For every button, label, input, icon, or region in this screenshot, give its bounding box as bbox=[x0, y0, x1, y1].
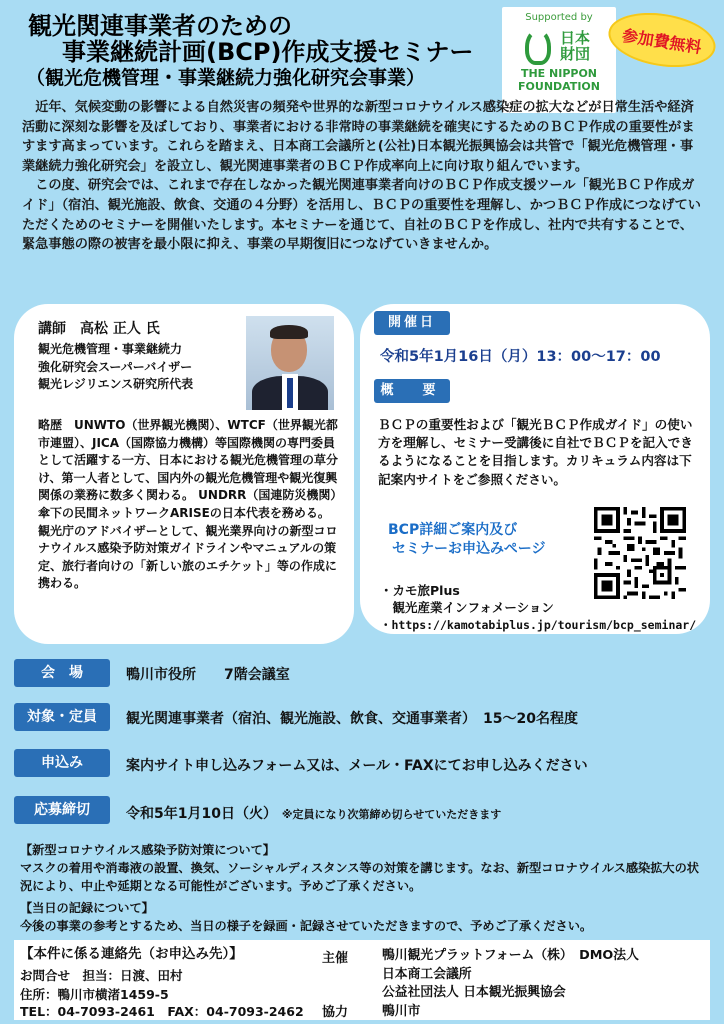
target-label: 対象・定員 bbox=[14, 703, 110, 731]
deadline-label: 応募締切 bbox=[14, 796, 110, 824]
venue-label: 会 場 bbox=[14, 659, 110, 687]
record-text: 今後の事業の参考とするため、当日の様子を録画・記録させていただきますので、予めご了承ください。 bbox=[20, 919, 593, 933]
organizers bbox=[382, 947, 639, 1021]
site-url-link[interactable]: ・https://kamotabiplus.jp/tourism/bcp_seminar/ bbox=[380, 618, 697, 632]
contact-heading: 【本件に係る連絡先（お申込み先）】 bbox=[20, 946, 243, 962]
free-badge-text: 参加費無料 bbox=[620, 25, 703, 57]
date-label: 開催日 bbox=[374, 311, 450, 335]
lecturer-position bbox=[38, 341, 193, 394]
lecturer-position-2: 強化研究会スーパーバイザー bbox=[38, 359, 193, 374]
intro-paragraph-1: 近年、気候変動の影響による自然災害の頻発や世界的な新型コロナウイルス感染症の拡大などが日常生活や経済活動に深刻な影響を及ぼしており、事業者における非常時の事業継続を確実にするためのＢＣＰ作成の重要性がますます高まっています。これらを踏まえ、日本商工会議所と(公社)日本観光振興協会は共管で「観光危機管理・事業継続力強化研究会」を設立し、観光関連事業者のＢＣＰ作成率向上に向け取り組んでいます。 bbox=[22, 100, 695, 174]
host-2: 日本商工会議所 bbox=[382, 966, 472, 982]
date-value: 令和5年1月16日（月）13：00～17：00 bbox=[380, 349, 661, 365]
foundation-name-line-2: FOUNDATION bbox=[518, 79, 600, 93]
intro-paragraph-2: この度、研究会では、これまで存在しなかった観光関連事業者向けのＢＣＰ作成支援ツール「観光ＢＣＰ作成ガイド」（宿泊、観光施設、飲食、交通の４分野）を活用し、ＢＣＰの重要性を理解し、かつＢＣＰ作成につなげていただくためのセミナーを開催いたします。本セミナーを通じて、自社のＢＣＰを作成し、社内で共有することで、緊急事態の際の被害を最小限に抑え、事業の早期復旧につなげていきませんか。 bbox=[22, 178, 701, 253]
bcp-details-link-line-1: BCP詳細ご案内及び bbox=[388, 522, 518, 538]
contact-person: お問合せ 担当：日渡、田村 bbox=[20, 968, 183, 983]
site-name-2: 観光産業インフォメーション bbox=[380, 600, 554, 615]
bcp-details-link-line-2: セミナーお申込みページ bbox=[392, 541, 546, 557]
qr-code[interactable] bbox=[594, 507, 686, 599]
lecturer-bio bbox=[38, 417, 344, 593]
lecturer-photo bbox=[246, 316, 334, 410]
free-badge bbox=[605, 6, 720, 74]
foundation-mark bbox=[502, 26, 616, 68]
covid-title: 【新型コロナウイルス感染予防対策について】 bbox=[20, 843, 275, 857]
contact-info bbox=[20, 944, 304, 1020]
smile-icon bbox=[525, 29, 551, 65]
deadline-value: 令和5年1月10日（火） bbox=[126, 806, 277, 822]
host-3: 公益社団法人 日本観光振興協会 bbox=[382, 985, 566, 1000]
overview-label: 概 要 bbox=[374, 379, 450, 403]
lecturer-position-3: 観光レジリエンス研究所代表 bbox=[38, 377, 194, 391]
host-label: 主催 bbox=[322, 951, 349, 966]
target-value: 観光関連事業者（宿泊、観光施設、飲食、交通事業者） 15～20名程度 bbox=[126, 711, 578, 727]
lecturer-bio-1: 略歴 UNWTO（世界観光機関）、WTCF（世界観光都市連盟）、JICA（国際協力機構）等国際機関の専門委員として活躍する一方、日本における観光危機管理の草分け、第一人者として、国内外の観光危機管理や観光復興関係の業務に数多く関わる。 UNDRR（国連防災機関）傘下の民間ネットワークARISEの日本代表を務める。 bbox=[38, 418, 343, 520]
overview-text: ＢＣＰの重要性および「観光ＢＣＰ作成ガイド」の使い方を理解し、セミナー受講後に自社でＢＣＰを記入できるようになることを目指します。カリキュラム内容は下記案内サイトをご参照ください。 bbox=[378, 417, 693, 487]
cooperation-label: 協力 bbox=[322, 1005, 349, 1020]
site-name bbox=[380, 582, 554, 616]
lecturer-bio-2: 観光庁のアドバイザーとして、観光業界向けの新型コロナウイルス感染予防対策ガイドラインやマニュアルの策定、旅行者向けの「新しい旅のエチケット」等の作成に携わる。 bbox=[38, 523, 338, 591]
cooperation-1: 鴨川市 bbox=[382, 1003, 421, 1019]
title-line-2: 事業継続計画(BCP)作成支援セミナー bbox=[62, 38, 474, 66]
covid-text: マスクの着用や消毒液の設置、換気、ソーシャルディスタンス等の対策を講じます。なお、新型コロナウイルス感染拡大の状況により、中止や延期となる可能性がございます。予めご了承ください。 bbox=[20, 861, 699, 893]
title-line-3: （観光危機管理・事業継続力強化研究会事業） bbox=[26, 67, 426, 89]
apply-value: 案内サイト申し込みフォーム又は、メール・FAXにてお申し込みください bbox=[126, 758, 588, 774]
host-1: 鴨川観光プラットフォーム（株） DMO法人 bbox=[382, 948, 639, 963]
site-name-1: ・カモ旅Plus bbox=[380, 583, 460, 598]
bcp-details-link[interactable] bbox=[388, 521, 545, 559]
record-title: 【当日の記録について】 bbox=[20, 901, 154, 915]
deadline-row bbox=[126, 803, 501, 823]
venue-value: 鴨川市役所 7階会議室 bbox=[126, 667, 290, 683]
foundation-kanji: 日本財団 bbox=[559, 29, 590, 63]
contact-phone-fax: TEL：04-7093-2461 FAX：04-7093-2462 bbox=[20, 1004, 304, 1019]
apply-label: 申込み bbox=[14, 749, 110, 777]
lecturer-title: 講師 高松 正人 氏 bbox=[38, 321, 160, 337]
foundation-name-line-1: THE NIPPON bbox=[520, 67, 598, 80]
supported-by-text: Supported by bbox=[525, 12, 593, 23]
lecturer-position-1: 観光危機管理・事業継続力 bbox=[38, 342, 183, 356]
notes-section bbox=[20, 841, 710, 935]
contact-address: 住所：鴨川市横渚1459-5 bbox=[20, 987, 169, 1002]
title-line-1: 観光関連事業者のための bbox=[28, 12, 292, 40]
intro-text bbox=[22, 98, 706, 255]
deadline-note: ※定員になり次第締め切らせていただきます bbox=[281, 808, 502, 821]
